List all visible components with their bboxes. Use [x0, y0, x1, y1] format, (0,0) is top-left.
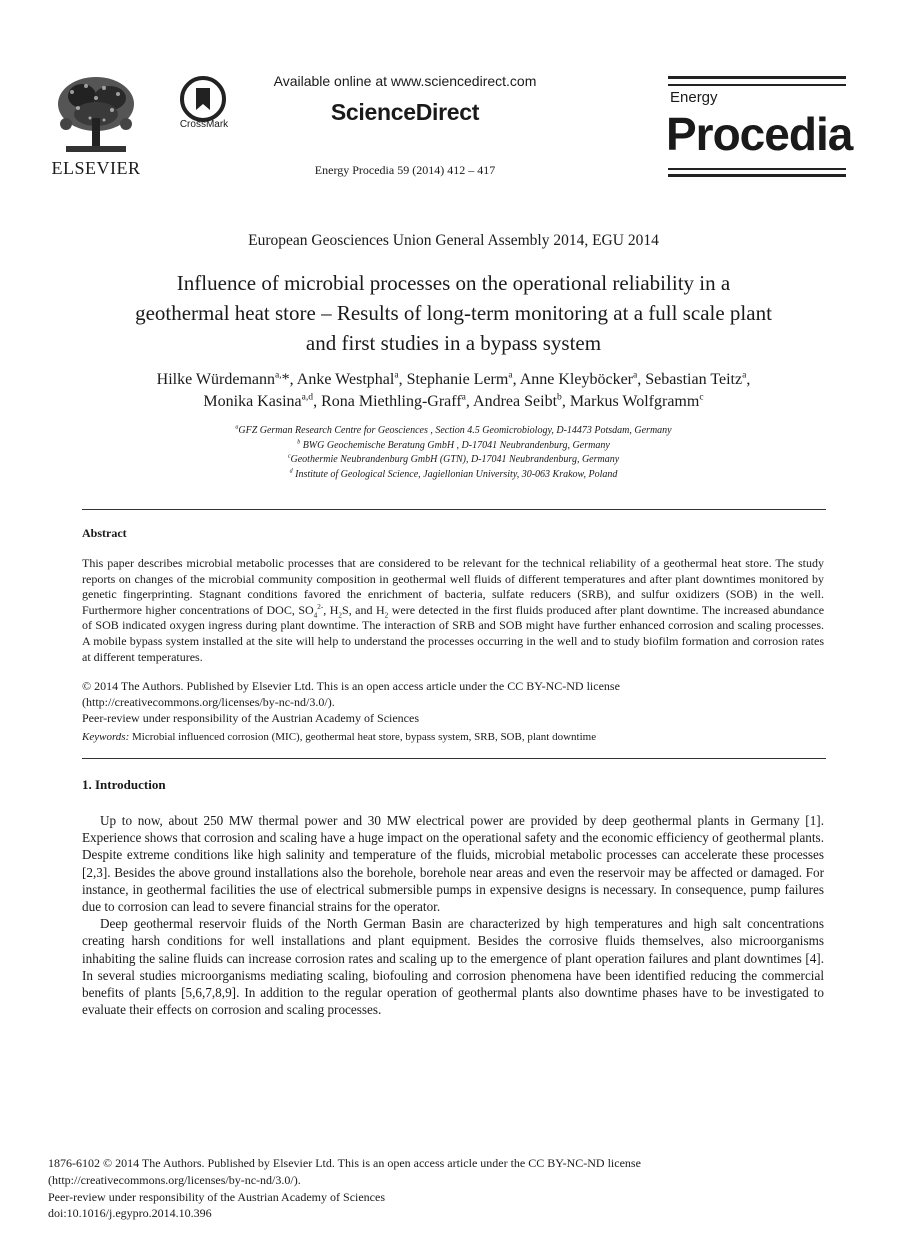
journal-logo-rule	[668, 84, 846, 86]
abstract-text: , H	[323, 602, 339, 617]
abstract-text: were detected in the first fluids produced after plant downtime. The increased abundance of SOB indicated oxygen ingress during plant downtime. The interaction of SRB and SOB might have further enhanced corrosion and scaling processes. A mobile bypass system installed at the site will help to understand the processes occurring in the well and to study biofilm formation and corrosion rates at different temperatures.	[82, 602, 825, 664]
author-sep: ,	[637, 371, 646, 388]
author-sep: *,	[281, 371, 297, 388]
keywords-text: Microbial influenced corrosion (MIC), geothermal heat store, bypass system, SRB, SOB, plant downtime	[129, 731, 597, 743]
paragraph: Up to now, about 250 MW thermal power and 30 MW electrical power are provided by deep geothermal plants in Germany [1]. Experience shows that corrosion and scaling have a huge impact on the operational safety and the economic efficiency of geothermal plants. Despite extreme conditions like high salinity and temperature of the fluids, microbial metabolic processes can accelerate these processes [2,3]. Besides the above ground installations also the borehole, borehole near areas and even the reservoir may be affected or damaged. For instance, in geothermal facilities the use of electrical submersible pumps in expensive designs is necessary. In consequence, pump failures due to corrosion can lead to severe financial strains for the operator.	[82, 813, 824, 915]
author-affil-mark: a,d	[301, 391, 314, 403]
author-name: Andrea Seibt	[473, 393, 558, 410]
author-list	[60, 369, 847, 413]
author-affil-mark: a	[633, 369, 638, 381]
title-line: geothermal heat store – Results of long-term monitoring at a full scale plant	[135, 301, 772, 325]
conference-name: European Geosciences Union General Assembly 2014, EGU 2014	[248, 232, 659, 249]
publisher-name: ELSEVIER	[51, 158, 141, 178]
author-affil-mark: a	[394, 369, 399, 381]
affiliation-list	[60, 424, 847, 482]
abstract-text: S, and H	[342, 602, 385, 617]
sciencedirect-logo: ScienceDirect	[330, 99, 480, 125]
abstract-superscript: 2-	[317, 602, 324, 611]
journal-citation: Energy Procedia 59 (2014) 412 – 417	[314, 163, 496, 177]
journal-logo-energy: Energy	[670, 89, 718, 106]
crossmark-label: CrossMark	[179, 119, 229, 130]
keywords-label: Keywords:	[82, 731, 130, 743]
abstract-subscript: 2	[384, 611, 389, 620]
affiliation-mark: d	[289, 468, 293, 475]
affiliation	[60, 424, 847, 439]
author-sep: ,	[313, 393, 322, 410]
affiliation-text: Institute of Geological Science, Jagiellonian University, 30-063 Krakow, Poland	[292, 468, 618, 480]
license-block	[82, 678, 824, 726]
author-sep: ,	[746, 371, 751, 388]
introduction-body	[82, 812, 824, 1018]
keywords	[82, 731, 824, 743]
section-divider	[82, 758, 826, 759]
author-name: Sebastian Teitz	[645, 371, 743, 388]
abstract-subscript: 2	[338, 611, 343, 620]
introduction-heading: 1. Introduction	[82, 777, 166, 792]
affiliation-mark: a	[235, 424, 239, 431]
page-footer	[48, 1155, 808, 1222]
author-affil-mark: a	[508, 369, 513, 381]
footer-doi[interactable]: doi:10.1016/j.egypro.2014.10.396	[48, 1206, 212, 1221]
author-affil-mark: a	[742, 369, 747, 381]
author-name: Stephanie Lerm	[406, 371, 509, 388]
crossmark-icon[interactable]	[180, 76, 226, 122]
footer-issn-license: 1876-6102 © 2014 The Authors. Published by Elsevier Ltd. This is an open access article under the CC BY-NC-ND license	[48, 1156, 641, 1170]
affiliation-mark: c	[287, 453, 291, 460]
paper-title	[60, 268, 847, 358]
elsevier-tree-logo-icon	[52, 74, 140, 158]
author-name: Anke Westphal	[296, 371, 395, 388]
peer-review-text: Peer-review under responsibility of the Austrian Academy of Sciences	[82, 711, 419, 725]
title-line: and first studies in a bypass system	[305, 331, 602, 355]
journal-logo-rule	[668, 76, 846, 79]
available-online-text: Available online at www.sciencedirect.com	[273, 73, 537, 89]
author-name: Markus Wolfgramm	[569, 393, 700, 410]
footer-peer-review: Peer-review under responsibility of the Austrian Academy of Sciences	[48, 1189, 385, 1204]
license-text: © 2014 The Authors. Published by Elsevier Ltd. This is an open access article under the CC BY-NC-ND license	[82, 679, 620, 693]
abstract-body	[82, 556, 824, 665]
affiliation-mark: b	[297, 439, 301, 446]
affiliation	[60, 468, 847, 483]
journal-logo-procedia: Procedia	[666, 108, 853, 160]
affiliation-text: BWG Geochemische Beratung GmbH , D-17041 Neubrandenburg, Germany	[300, 439, 610, 451]
affiliation-text: Geothermie Neubrandenburg GmbH (GTN), D-17041 Neubrandenburg, Germany	[290, 454, 620, 465]
affiliation	[60, 453, 847, 468]
title-line: Influence of microbial processes on the operational reliability in a	[176, 271, 731, 295]
license-link[interactable]: (http://creativecommons.org/licenses/by-nc-nd/3.0/).	[82, 695, 335, 709]
author-name: Rona Miethling-Graff	[321, 393, 462, 410]
author-name: Monika Kasina	[203, 393, 302, 410]
section-divider	[82, 509, 826, 510]
abstract-heading: Abstract	[82, 526, 127, 540]
author-affil-mark: c	[699, 391, 704, 403]
author-name: Hilke Würdemann	[156, 371, 275, 388]
author-sep: ,	[561, 393, 570, 410]
footer-license-link[interactable]: (http://creativecommons.org/licenses/by-nc-nd/3.0/).	[48, 1172, 301, 1187]
author-affil-mark: a	[461, 391, 466, 403]
author-sep: ,	[398, 371, 407, 388]
author-sep: ,	[512, 371, 520, 388]
author-name: Anne Kleyböcker	[519, 371, 634, 388]
abstract-text: This paper describes microbial metabolic processes that are considered to be relevant for the technical reliability of a geothermal heat store. The study reports on changes of the microbial community composition in geothermal well fluids of different temperatures and after plant downtimes monitored by genetic fingerprinting. Stagnant conditions favored the enrichment of bacteria, sulfate reducers (SRB), and sulfur oxidizers (SOB) in the well. Furthermore higher concentrations of DOC, SO	[82, 556, 824, 617]
affiliation-text: GFZ German Research Centre for Geosciences , Section 4.5 Geomicrobiology, D-14473 Potsdam, Germany	[238, 425, 672, 436]
author-affil-mark: b	[557, 391, 562, 403]
author-affil-mark: a,	[275, 369, 282, 381]
abstract-subscript: 4	[313, 611, 318, 620]
author-sep: ,	[465, 393, 474, 410]
journal-logo-rule	[668, 174, 846, 177]
journal-logo-rule	[668, 168, 846, 170]
affiliation	[60, 439, 847, 454]
paragraph: Deep geothermal reservoir fluids of the North German Basin are characterized by high temperatures and high salt concentrations creating harsh conditions for well installations and plant equipment. Besides the corrosive fluids themselves, also microorganisms inhabiting the saline fluids can increase corrosion rates and scaling up to the emergence of plant operation failures and plant downtimes [4]. In several studies microorganisms mediating scaling, biofouling and corrosion phenomena have been identified reducing the commercial benefits of plants [5,6,7,8,9]. In addition to the regular operation of geothermal plants also downtime phases have to be investigated to evaluate their effects on corrosion and scaling processes.	[82, 916, 824, 1018]
